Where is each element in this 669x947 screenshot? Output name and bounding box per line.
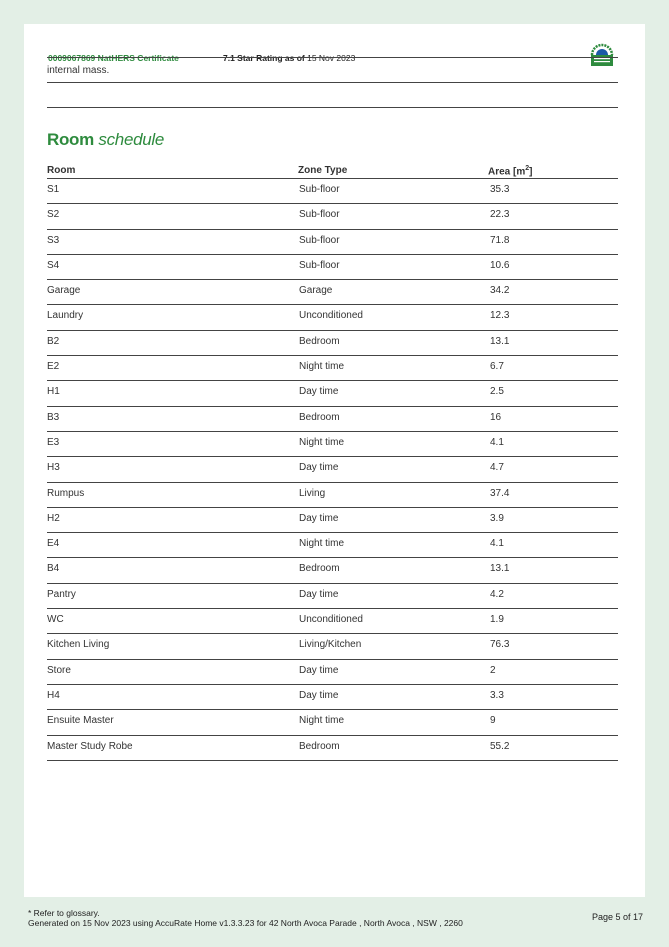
cell-area: 13.1 bbox=[490, 335, 510, 347]
cell-zone-type: Day time bbox=[299, 689, 339, 701]
table-row bbox=[47, 457, 618, 482]
cell-area: 16 bbox=[490, 411, 502, 423]
cell-room: B4 bbox=[47, 563, 60, 575]
table-row bbox=[47, 305, 618, 330]
cell-room: S3 bbox=[47, 234, 60, 246]
header-room: Room bbox=[47, 165, 76, 176]
cell-room: Laundry bbox=[47, 310, 84, 322]
star-rating-label: 7.1 Star Rating as of bbox=[223, 53, 305, 63]
cell-zone-type: Day time bbox=[299, 462, 339, 474]
cell-area: 37.4 bbox=[490, 487, 510, 499]
table-row bbox=[47, 356, 618, 381]
page-header bbox=[48, 38, 617, 68]
cell-area: 10.6 bbox=[490, 259, 510, 271]
header-divider bbox=[47, 57, 618, 58]
cell-area: 3.3 bbox=[490, 689, 504, 701]
cell-area: 55.2 bbox=[490, 740, 510, 752]
cell-area: 71.8 bbox=[490, 234, 510, 246]
cell-area: 6.7 bbox=[490, 361, 504, 373]
intro-text: internal mass. bbox=[47, 65, 110, 76]
glossary-note: * Refer to glossary. bbox=[28, 908, 100, 918]
cell-room: Kitchen Living bbox=[47, 639, 110, 651]
room-schedule-table bbox=[47, 164, 618, 761]
table-row bbox=[47, 432, 618, 457]
cell-room: H2 bbox=[47, 512, 60, 524]
table-row bbox=[47, 558, 618, 583]
cell-room: H4 bbox=[47, 689, 60, 701]
cell-room: H3 bbox=[47, 462, 60, 474]
table-row bbox=[47, 204, 618, 229]
cell-zone-type: Garage bbox=[299, 285, 333, 297]
cell-room: Ensuite Master bbox=[47, 715, 114, 727]
star-rating-date: 15 Nov 2023 bbox=[307, 53, 356, 63]
table-row bbox=[47, 685, 618, 710]
generated-note: Generated on 15 Nov 2023 using AccuRate Home v1.3.3.23 for 42 North Avoca Parade , North Avoca , NSW , 2260 bbox=[28, 918, 463, 928]
cell-room: Garage bbox=[47, 285, 81, 297]
table-row bbox=[47, 483, 618, 508]
table-row bbox=[47, 255, 618, 280]
cell-zone-type: Unconditioned bbox=[299, 614, 363, 626]
cell-zone-type: Bedroom bbox=[299, 563, 340, 575]
cell-zone-type: Living bbox=[299, 487, 326, 499]
cell-zone-type: Unconditioned bbox=[299, 310, 363, 322]
table-row bbox=[47, 331, 618, 356]
cell-zone-type: Living/Kitchen bbox=[299, 639, 362, 651]
header-zone-type: Zone Type bbox=[298, 165, 348, 176]
cell-zone-type: Sub-floor bbox=[299, 259, 340, 271]
cell-area: 4.7 bbox=[490, 462, 504, 474]
table-row bbox=[47, 533, 618, 558]
cell-zone-type: Bedroom bbox=[299, 411, 340, 423]
table-row bbox=[47, 381, 618, 406]
certificate-number: 0009067869 NatHERS Certificate bbox=[48, 53, 179, 63]
table-body bbox=[47, 179, 618, 761]
cell-room: E2 bbox=[47, 361, 60, 373]
table-row bbox=[47, 710, 618, 735]
table-row bbox=[47, 179, 618, 204]
cell-zone-type: Night time bbox=[299, 361, 345, 373]
table-row bbox=[47, 736, 618, 761]
cell-area: 35.3 bbox=[490, 184, 510, 195]
cell-area: 4.1 bbox=[490, 436, 504, 448]
header-area-sup: 2 bbox=[525, 165, 530, 172]
cell-zone-type: Night time bbox=[299, 538, 345, 550]
cell-zone-type: Night time bbox=[299, 715, 345, 727]
cell-area: 2 bbox=[490, 664, 496, 676]
cell-zone-type: Day time bbox=[299, 512, 339, 524]
cell-area: 34.2 bbox=[490, 285, 510, 297]
cell-area: 9 bbox=[490, 715, 496, 727]
table-row bbox=[47, 584, 618, 609]
cell-area: 3.9 bbox=[490, 512, 504, 524]
cell-area: 4.2 bbox=[490, 588, 504, 600]
cell-area: 4.1 bbox=[490, 538, 504, 550]
table-row bbox=[47, 407, 618, 432]
nathers-logo-icon bbox=[589, 41, 615, 67]
cell-room: S1 bbox=[47, 184, 60, 195]
header-area-label: Area [m bbox=[488, 166, 526, 178]
cell-area: 22.3 bbox=[490, 209, 510, 221]
cell-room: Store bbox=[47, 664, 71, 676]
cell-area: 13.1 bbox=[490, 563, 510, 575]
footer-notes bbox=[28, 908, 463, 928]
cell-area: 12.3 bbox=[490, 310, 510, 322]
cell-room: Master Study Robe bbox=[47, 740, 133, 752]
cell-area: 1.9 bbox=[490, 614, 504, 626]
star-rating bbox=[223, 53, 355, 63]
section-divider-2 bbox=[47, 107, 618, 108]
table-row bbox=[47, 508, 618, 533]
header-area bbox=[488, 165, 533, 177]
cell-zone-type: Day time bbox=[299, 386, 339, 398]
table-row bbox=[47, 660, 618, 685]
cell-zone-type: Sub-floor bbox=[299, 209, 340, 221]
table-row bbox=[47, 230, 618, 255]
header-area-close: ] bbox=[529, 166, 533, 178]
cell-area: 76.3 bbox=[490, 639, 510, 651]
cell-zone-type: Bedroom bbox=[299, 740, 340, 752]
section-title-bold: Room bbox=[47, 130, 94, 149]
page-number: Page 5 of 17 bbox=[591, 912, 643, 922]
cell-room: E3 bbox=[47, 436, 60, 448]
table-row bbox=[47, 609, 618, 634]
section-divider bbox=[47, 82, 618, 83]
cell-zone-type: Night time bbox=[299, 436, 345, 448]
page bbox=[24, 24, 645, 897]
cell-zone-type: Sub-floor bbox=[299, 234, 340, 246]
cell-room: S4 bbox=[47, 259, 60, 271]
cell-room: E4 bbox=[47, 538, 60, 550]
cell-zone-type: Bedroom bbox=[299, 335, 340, 347]
cell-zone-type: Sub-floor bbox=[299, 184, 340, 195]
cell-room: B2 bbox=[47, 335, 60, 347]
cell-room: B3 bbox=[47, 411, 60, 423]
cell-zone-type: Day time bbox=[299, 664, 339, 676]
cell-room: H1 bbox=[47, 386, 60, 398]
section-title-italic: schedule bbox=[98, 130, 165, 149]
cell-room: Pantry bbox=[47, 588, 76, 600]
table-header bbox=[47, 164, 618, 179]
cell-area: 2.5 bbox=[490, 386, 504, 398]
cell-room: S2 bbox=[47, 209, 60, 221]
cell-room: WC bbox=[47, 614, 64, 626]
table-row bbox=[47, 634, 618, 659]
cell-zone-type: Day time bbox=[299, 588, 339, 600]
table-row bbox=[47, 280, 618, 305]
section-title bbox=[47, 130, 164, 150]
cell-room: Rumpus bbox=[47, 487, 85, 499]
